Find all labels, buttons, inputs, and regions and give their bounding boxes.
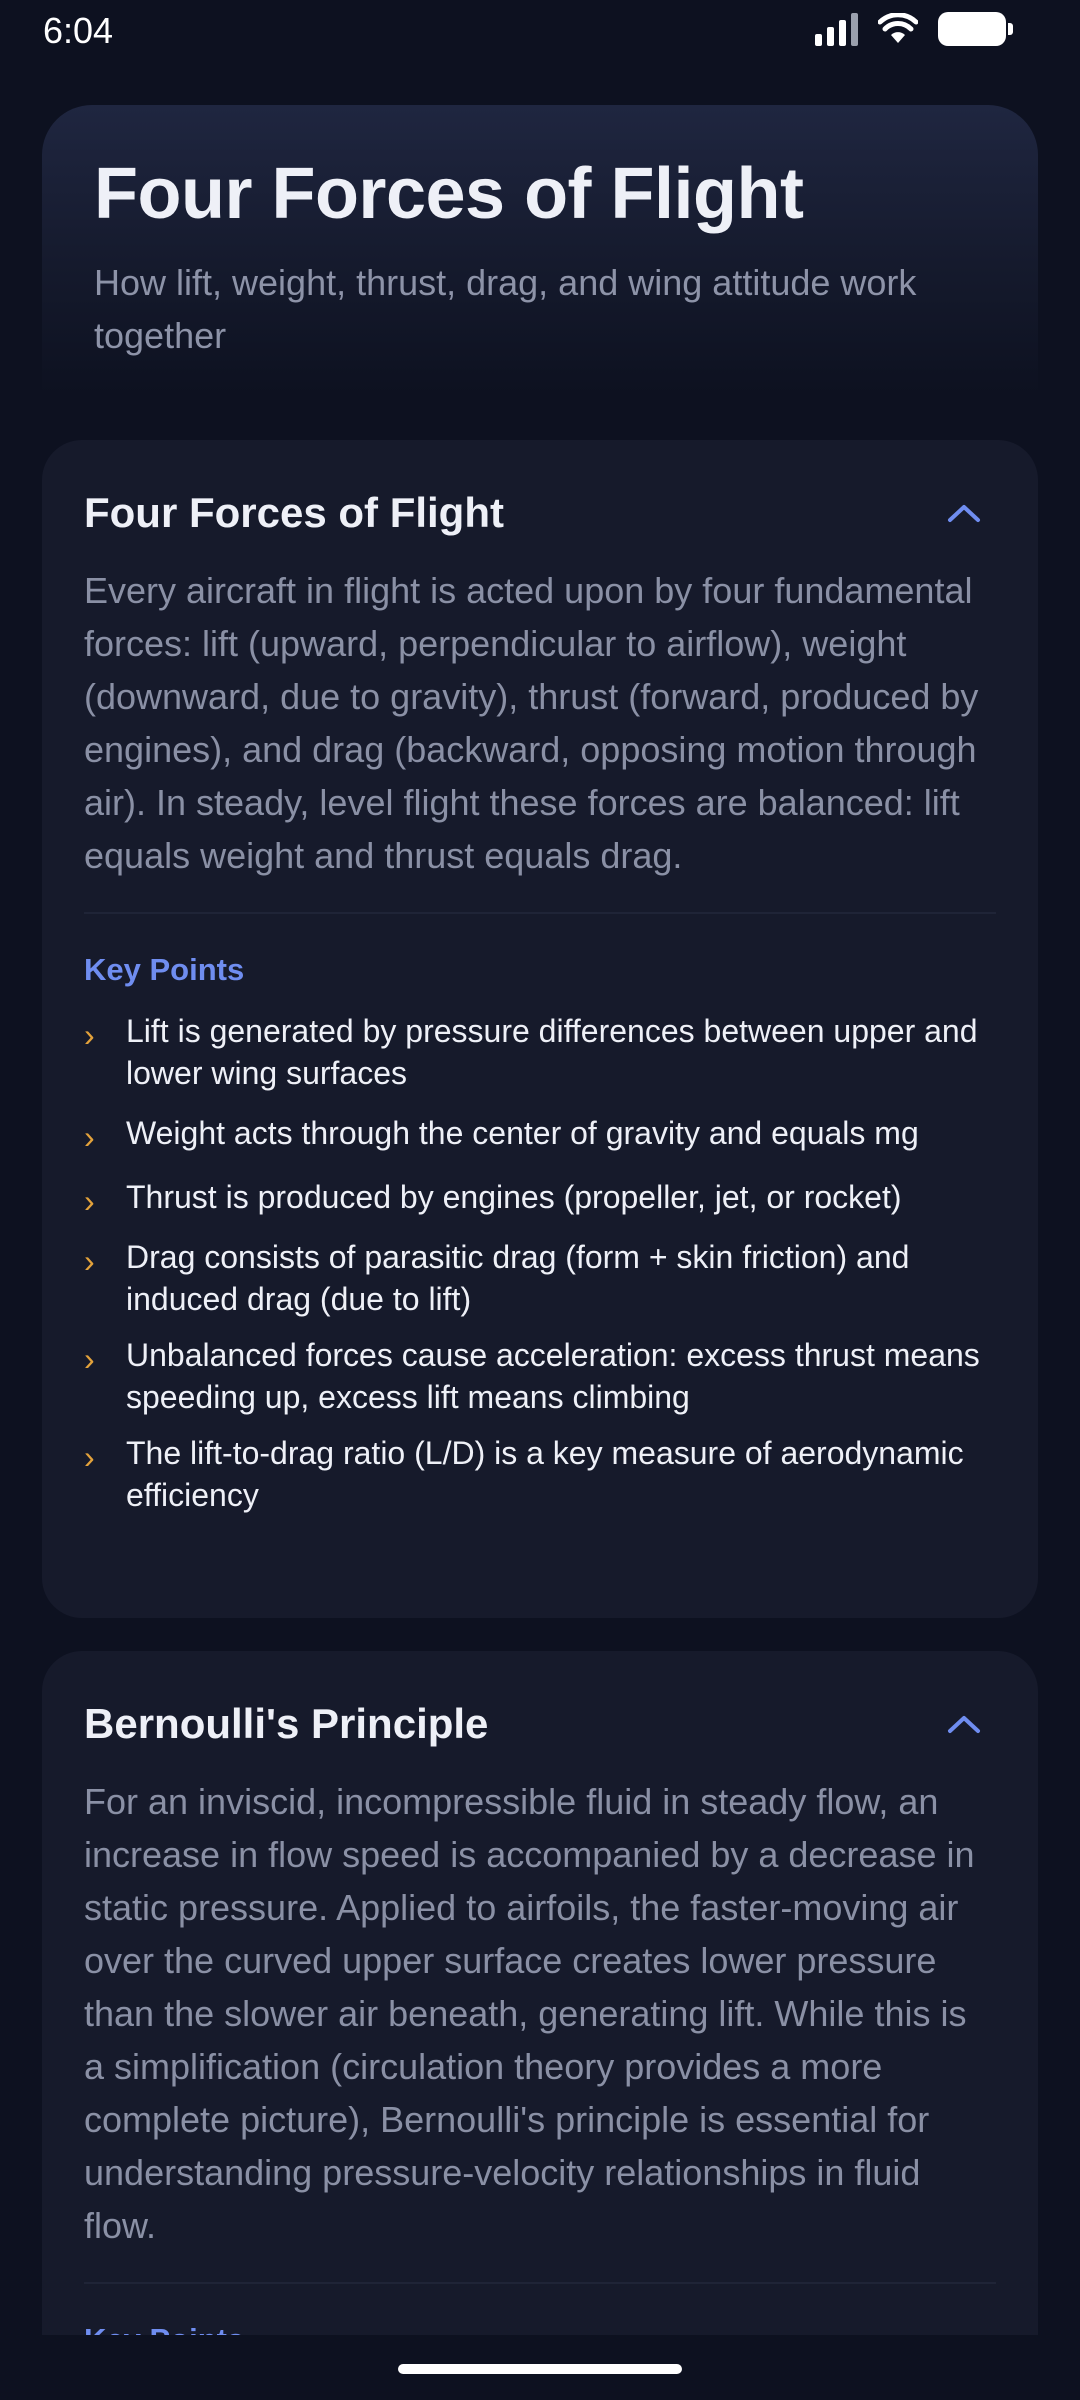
list-item — [84, 1236, 996, 1320]
chevron-right-icon: › — [84, 1119, 95, 1155]
list-item — [84, 1010, 996, 1094]
section-body: Every aircraft in flight is acted upon by four fundamental forces: lift (upward, perpendicular to airflow), weight (downward, due to gravity), thrust (forward, produced by engines), and drag (backward, opposing motion through air). In steady, level flight these forces are balanced: lift equals weight and thrust equals drag. — [84, 570, 979, 876]
key-point-text: Unbalanced forces cause acceleration: excess thrust means speeding up, excess lift means climbing — [126, 1337, 980, 1415]
divider — [84, 2282, 996, 2284]
section-body: For an inviscid, incompressible fluid in steady flow, an increase in flow speed is accompanied by a decrease in static pressure. Applied to airfoils, the faster-moving air over the curved upper surface creates lower pressure than the slower air beneath, generating lift. While this is a simplification (circulation theory provides a more complete picture), Bernoulli's principle is essential for understanding pressure-velocity relationships in fluid flow. — [84, 1781, 975, 2246]
key-point-text: Thrust is produced by engines (propeller, jet, or rocket) — [126, 1179, 902, 1215]
section-title: Four Forces of Flight — [84, 489, 504, 536]
key-point-text: Weight acts through the center of gravity and equals mg — [126, 1115, 919, 1151]
section-card-bernoulli — [42, 1651, 1038, 2400]
list-item — [84, 1172, 996, 1222]
chevron-right-icon: › — [84, 1439, 95, 1475]
status-time: 6:04 — [43, 10, 114, 51]
key-points-list — [84, 1010, 996, 1516]
page-title: Four Forces of Flight — [94, 154, 804, 234]
home-indicator[interactable] — [398, 2364, 682, 2374]
wifi-icon — [878, 13, 918, 45]
section-header[interactable] — [84, 488, 996, 538]
list-item — [84, 1108, 996, 1158]
battery-icon — [938, 12, 1006, 46]
section-header[interactable] — [84, 1699, 996, 1749]
status-bar — [0, 0, 1080, 62]
section-title: Bernoulli's Principle — [84, 1700, 489, 1747]
key-points-title: Key Points — [84, 952, 245, 987]
page-subtitle: How lift, weight, thrust, drag, and wing attitude work together — [94, 262, 917, 357]
chevron-right-icon: › — [84, 1183, 95, 1219]
chevron-up-icon[interactable] — [944, 493, 984, 533]
list-item — [84, 1432, 996, 1516]
divider — [84, 912, 996, 914]
signal-icon — [815, 12, 858, 46]
hero-header — [42, 105, 1038, 395]
key-point-text: The lift-to-drag ratio (L/D) is a key measure of aerodynamic efficiency — [126, 1435, 964, 1513]
chevron-right-icon: › — [84, 1341, 95, 1377]
section-card-four-forces — [42, 440, 1038, 1618]
list-item — [84, 1334, 996, 1418]
key-point-text: Drag consists of parasitic drag (form + skin friction) and induced drag (due to lift) — [126, 1239, 910, 1317]
chevron-right-icon: › — [84, 1243, 95, 1279]
chevron-up-icon[interactable] — [944, 1704, 984, 1744]
key-point-text: Lift is generated by pressure differences between upper and lower wing surfaces — [126, 1013, 978, 1091]
status-icons — [815, 12, 1006, 46]
chevron-right-icon: › — [84, 1017, 95, 1053]
